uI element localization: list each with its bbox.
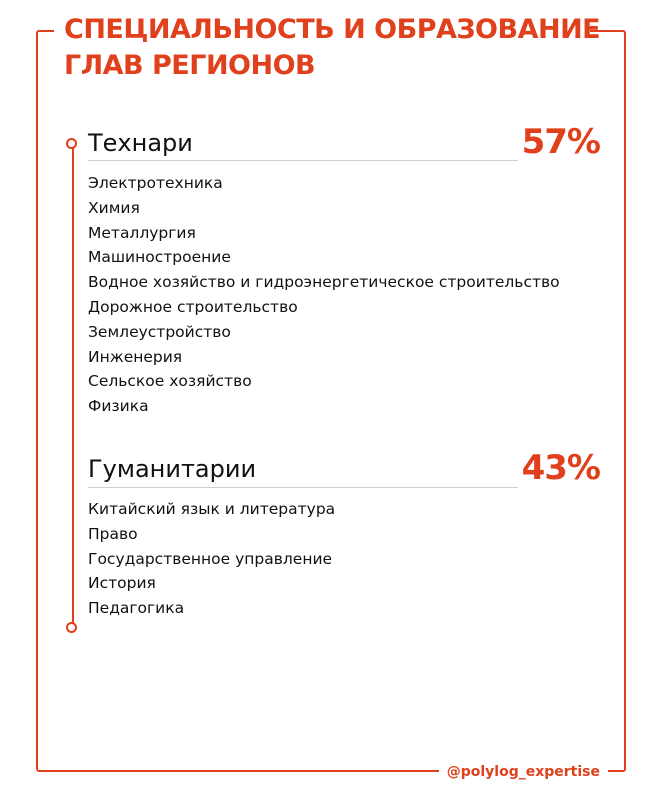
list-item: Сельское хозяйство: [88, 372, 252, 391]
list-item: Электротехника: [88, 174, 223, 192]
list-item: Дорожное строительство: [88, 297, 298, 316]
list-item: Государственное управление: [88, 549, 333, 568]
list-item: Машиностроение: [88, 248, 231, 267]
footer-handle: @polylog_expertise: [439, 761, 608, 783]
list-item: Химия: [88, 198, 140, 217]
list-item: Металлургия: [88, 223, 196, 242]
section-underline-humanities: [88, 487, 518, 488]
list-tech: [88, 171, 560, 419]
list-humanities: [88, 497, 335, 621]
percent-label-humanities: 43%: [521, 448, 600, 488]
title-line-2: ГЛАВ РЕГИОНОВ: [64, 50, 316, 81]
page-title: [54, 12, 601, 84]
list-item: Педагогика: [88, 599, 185, 618]
list-item: Водное хозяйство и гидроэнергетическое строительство: [88, 273, 560, 292]
list-item: Землеустройство: [88, 322, 231, 341]
title-line-1: СПЕЦИАЛЬНОСТЬ И ОБРАЗОВАНИЕ: [64, 14, 601, 45]
section-underline-tech: [88, 160, 518, 161]
list-item: История: [88, 574, 156, 593]
timeline-line: [72, 147, 74, 629]
list-item: Инженерия: [88, 347, 183, 366]
list-item: Китайский язык и литература: [88, 500, 336, 518]
timeline-end-dot: [66, 622, 77, 633]
list-item: Право: [88, 524, 138, 543]
list-item: Физика: [88, 397, 149, 416]
timeline-start-dot: [66, 138, 77, 149]
section-title-tech: Технари: [88, 129, 193, 157]
percent-label-tech: 57%: [521, 122, 600, 162]
section-title-humanities: Гуманитарии: [88, 455, 257, 483]
